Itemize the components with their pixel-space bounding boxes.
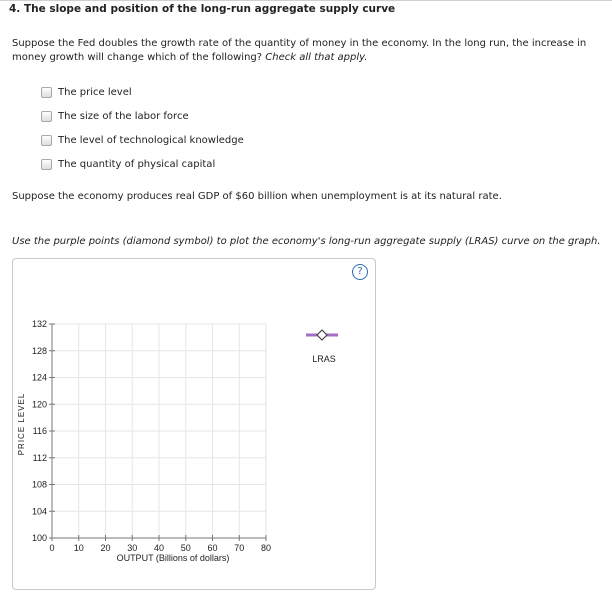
- y-tick-label: 112: [32, 452, 47, 463]
- y-tick-label: 104: [31, 506, 47, 517]
- y-tick-label: 132: [31, 319, 47, 329]
- economy-statement: Suppose the economy produces real GDP of $60 billion when unemployment is at its natural rate.: [12, 191, 502, 202]
- legend: [306, 330, 338, 364]
- y-tick-label: 124: [31, 372, 47, 383]
- x-axis-label: OUTPUT (Billions of dollars): [116, 553, 230, 563]
- question-heading: 4. The slope and position of the long-run aggregate supply curve: [9, 3, 396, 15]
- y-tick-label: 120: [31, 399, 47, 410]
- option-label: The size of the labor force: [58, 110, 189, 122]
- x-tick-label: 20: [100, 543, 111, 553]
- y-tick-label: 100: [31, 533, 47, 543]
- x-tick-label: 30: [127, 543, 138, 553]
- y-tick-label: 128: [31, 345, 47, 356]
- option-label: The level of technological knowledge: [58, 134, 244, 146]
- x-tick-label: 60: [207, 543, 218, 553]
- option-label: The price level: [58, 86, 132, 98]
- option-label: The quantity of physical capital: [58, 158, 216, 170]
- x-tick-label: 10: [73, 543, 84, 553]
- x-tick-label: 80: [260, 543, 272, 553]
- prompt-text: Suppose the Fed doubles the growth rate of the quantity of money in the economy. In the long run, the increase in money growth will change which of the following?: [12, 38, 587, 63]
- prompt-hint: Check all that apply.: [265, 52, 368, 63]
- legend-label: LRAS: [312, 354, 336, 364]
- x-tick-label: 40: [153, 543, 165, 553]
- y-tick-label: 108: [31, 479, 47, 490]
- x-tick-label: 50: [180, 543, 191, 553]
- graph-instruction: Use the purple points (diamond symbol) to plot the economy's long-run aggregate supply (LRAS) curve on the graph.: [12, 236, 601, 247]
- y-axis-label: PRICE LEVEL: [17, 392, 26, 456]
- x-tick-label: 0: [49, 543, 55, 553]
- y-tick-label: 116: [32, 426, 47, 436]
- x-tick-label: 70: [234, 543, 245, 553]
- legend-diamond-marker[interactable]: [317, 330, 327, 340]
- help-icon[interactable]: ?: [352, 264, 368, 280]
